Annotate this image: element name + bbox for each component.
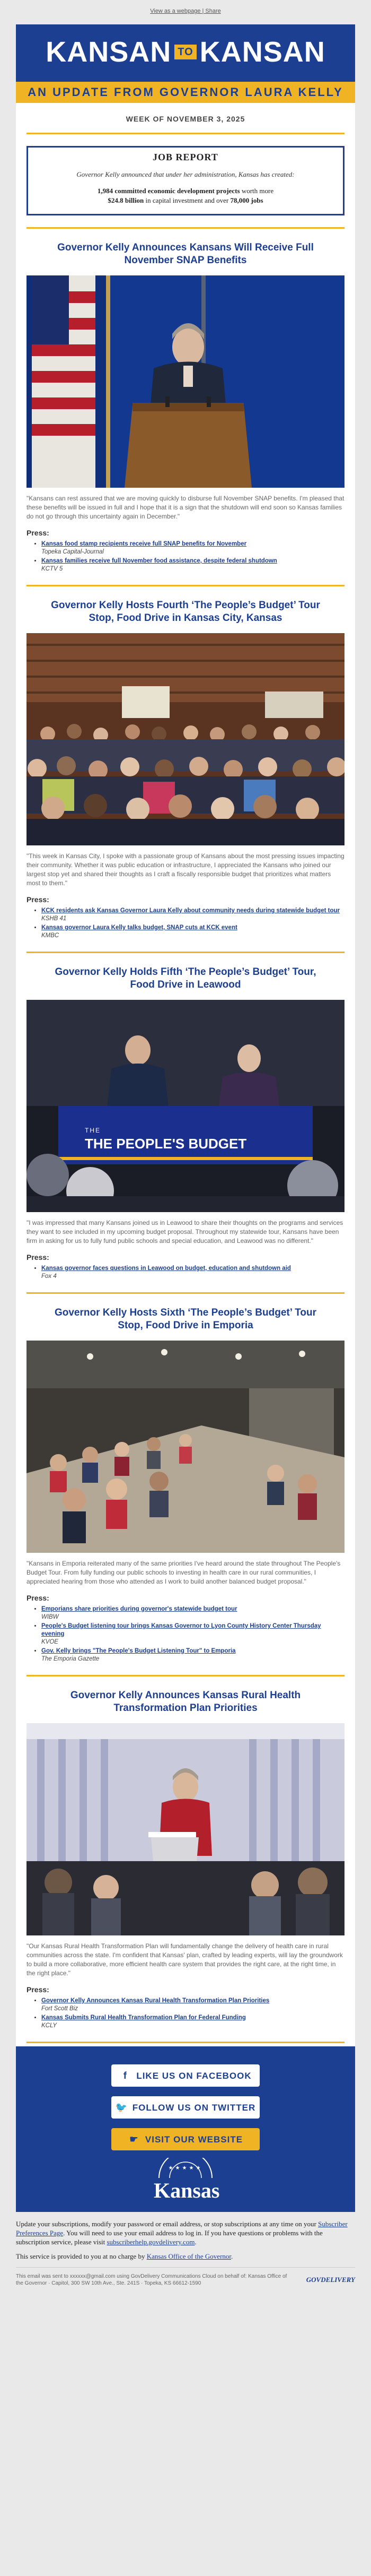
job-report-title: JOB REPORT [153,152,218,162]
press-list [26,1605,344,1663]
job-report-box [26,146,344,215]
press-link[interactable]: • Kansas food stamp recipients receive full SNAP benefits for November [41,541,247,547]
press-source: KVOE [41,1639,58,1645]
footer-text: . [231,2252,233,2260]
story-leawood-tour [16,966,355,1281]
story-quote: "I was impressed that many Kansans joined us in Leawood to share their thoughts on the programs and services they want to see included in my upcoming budget proposal. Throughout my statewide tour, Kansans have been firm in asking for us to fully fund public schools and special education, and Leawood was no different." [26,1219,343,1244]
press-item [41,1647,344,1663]
story-title: Governor Kelly Hosts Fourth ‘The People’s Budget’ Tour Stop, Food Drive in Kansas City, Kansas [51,600,320,624]
press-link[interactable]: • Governor Kelly Announces Kansas Rural Health Transformation Plan Priorities [41,1998,270,2004]
job-report-stats [39,186,332,205]
kansas-seal-logo [154,2158,220,2206]
visit-website-label: VISIT OUR WEBSITE [145,2134,243,2145]
social-footer [16,2046,355,2212]
press-heading: Press: [26,1253,49,1261]
press-item [41,1605,344,1621]
story-emporia-tour [16,1307,355,1663]
press-item [41,2014,344,2030]
press-item [41,907,344,923]
topbar [0,0,371,24]
facebook-button[interactable] [111,2064,260,2087]
footer-text: . [195,2238,197,2246]
twitter-button[interactable] [111,2096,260,2119]
footer-text: . You will need to use your email address to log in. If you have questions or problems with the subscription service, please visit [16,2229,323,2246]
subscription-footer [16,2212,355,2302]
story-title: Governor Kelly Announces Kansans Will Receive Full November SNAP Benefits [57,242,314,266]
story-quote: "Our Kansas Rural Health Transformation Plan will fundamentally change the delivery of health care in rural communities across the state. I'm confident that Kansas' plan, crafted by leading experts, will lay the groundwork to build a more collaborative, more efficient health care system that provides the right care, at the right time, in the right place." [26,1942,343,1977]
footer-text: This service is provided to you at no charge by [16,2252,147,2260]
stat-jobs: 78,000 jobs [230,196,263,204]
divider [26,1292,344,1294]
logo-left-word: KANSAN [46,36,172,68]
press-link[interactable]: • KCK residents ask Kansas Governor Laura Kelly about community needs during statewide budget tour [41,907,340,914]
visit-website-button[interactable] [111,2128,260,2150]
press-heading: Press: [26,895,49,904]
pointer-icon: ☛ [129,2134,139,2145]
room-photo-illustration [26,1341,344,1553]
press-heading: Press: [26,1985,49,1994]
provider-paragraph [16,2252,355,2261]
photo-governor-podium [26,275,344,488]
panel-photo-illustration [26,1000,344,1212]
photo-emporia-room [26,1341,344,1553]
newsletter-header [16,24,355,103]
press-link[interactable]: • Gov. Kelly brings "The People's Budget Listening Tour" to Emporia [41,1648,236,1654]
press-item [41,1622,344,1646]
press-link[interactable]: • Kansas governor faces questions in Leawood on budget, education and shutdown aid [41,1265,291,1272]
press-link[interactable]: • Kansas families receive full November food assistance, despite federal shutdown [41,558,277,564]
seal-stars-icon: ★★★★★ [168,2165,203,2171]
press-link[interactable]: • People's Budget listening tour brings Kansas Governor to Lyon County History Center Thursday evening [41,1623,321,1637]
govdelivery-row [16,2267,355,2302]
press-heading: Press: [26,1594,49,1602]
divider [26,227,344,229]
story-title: Governor Kelly Hosts Sixth ‘The People’s Budget’ Tour Stop, Food Drive in Emporia [54,1307,317,1331]
press-source: The Emporia Gazette [41,1656,100,1662]
header-tagline: AN UPDATE FROM GOVERNOR LAURA KELLY [16,82,355,103]
seal-wordmark: Kansas [154,2179,220,2202]
press-link[interactable]: • Kansas Submits Rural Health Transformation Plan for Federal Funding [41,2015,246,2021]
logo-to-badge: TO [174,45,196,59]
footer-text: Update your subscriptions, modify your password or email address, or stop subscriptions at any time on your [16,2220,319,2228]
govdelivery-logo: GOVDELIVERY [306,2276,355,2284]
stat-investment: $24.8 billion [108,196,144,204]
subscriber-preferences-link[interactable]: Subscriber Preferences Page [16,2220,348,2237]
press-item [41,1265,344,1281]
sender-fine-print: This email was sent to xxxxxx@gmail.com using GovDelivery Communications Cloud on behalf of: Kansas Office of the Governor · Capitol, 300 SW 10th Ave., Ste. 241S · Topeka, KS 66612-1590 [16,2274,287,2286]
story-snap-benefits [16,241,355,573]
stat-text: in capital investment and over [144,196,231,204]
divider [26,952,344,953]
podium-photo-illustration [26,275,344,488]
press-source: KCLY [41,2022,57,2029]
press-source: WIBW [41,1614,59,1620]
photo-leawood-panel [26,1000,344,1212]
story-title: Governor Kelly Announces Kansas Rural Health Transformation Plan Priorities [70,1690,301,1714]
press-item [41,924,344,940]
event-photo-illustration [26,1723,344,1935]
story-quote: "Kansans can rest assured that we are moving quickly to disburse full November SNAP benefits. I'm pleased that these benefits will be issued in full and I hope that it is a sign that the shutdown will end soon so Kansas families do not go through this uncertainty again in December." [26,495,344,520]
photo-rural-health-event [26,1723,344,1935]
press-heading: Press: [26,529,49,537]
kansan-to-kansan-logo [16,24,355,68]
press-item [41,1997,344,2013]
press-source: KCTV 5 [41,566,63,572]
subscriber-help-link[interactable]: subscriberhelp.govdelivery.com [107,2238,195,2246]
press-source: Fort Scott Biz [41,2006,78,2012]
press-link[interactable]: • Kansas governor Laura Kelly talks budget, SNAP cuts at KCK event [41,924,237,931]
stat-projects: 1,984 committed economic development projects [97,187,240,195]
press-item [41,540,344,556]
budget-banner-text: THE PEOPLE'S BUDGET [85,1136,247,1152]
story-rural-health [16,1689,355,2030]
press-link[interactable]: • Emporians share priorities during governor's statewide budget tour [41,1606,237,1612]
week-heading: WEEK OF NOVEMBER 3, 2025 [126,115,245,123]
press-list [26,907,344,940]
press-list [26,1997,344,2030]
governor-office-link[interactable]: Kansas Office of the Governor [146,2252,232,2260]
story-quote: "This week in Kansas City, I spoke with a passionate group of Kansans about the most pressing issues impacting their community. Whether it was public education or infrastructure, I appreciated the Kansans who joined our largest stop yet and shared their thoughts as I craft a fiscally responsible budget that prioritizes what matters most to them." [26,852,344,887]
divider [26,1675,344,1676]
job-report-intro: Governor Kelly announced that under her administration, Kansas has created: [76,170,295,178]
twitter-icon: 🐦 [115,2102,128,2113]
press-list [26,1265,344,1281]
press-item [41,557,344,573]
facebook-icon: f [123,2070,127,2081]
divider [26,133,344,134]
email-container [16,24,355,2212]
subscription-paragraph [16,2219,355,2246]
crowd-photo-illustration [26,633,344,845]
press-list [26,540,344,573]
facebook-button-label: LIKE US ON FACEBOOK [136,2071,252,2081]
divider [26,2042,344,2043]
press-source: Topeka Capital-Journal [41,549,104,555]
photo-kck-crowd [26,633,344,845]
logo-right-word: KANSAN [199,36,325,68]
banner-small-text: THE [85,1127,101,1134]
press-source: KSHB 41 [41,915,67,922]
story-kansas-city-tour [16,599,355,940]
view-as-webpage-link[interactable]: View as a webpage | Share [150,8,221,14]
story-title: Governor Kelly Holds Fifth ‘The People’s Budget’ Tour, Food Drive in Leawood [55,966,316,990]
story-quote: "Kansans in Emporia reiterated many of the same priorities I've heard around the state throughout The People's Budget Tour. From fully funding our public schools to investing in health care in our rural communities, I appreciated hearing from those who attended as I work to build another balanced budget proposal." [26,1560,341,1585]
stat-text: worth more [240,187,274,195]
press-source: Fox 4 [41,1273,57,1280]
twitter-button-label: FOLLOW US ON TWITTER [132,2103,256,2113]
press-source: KMBC [41,932,59,939]
divider [26,585,344,586]
